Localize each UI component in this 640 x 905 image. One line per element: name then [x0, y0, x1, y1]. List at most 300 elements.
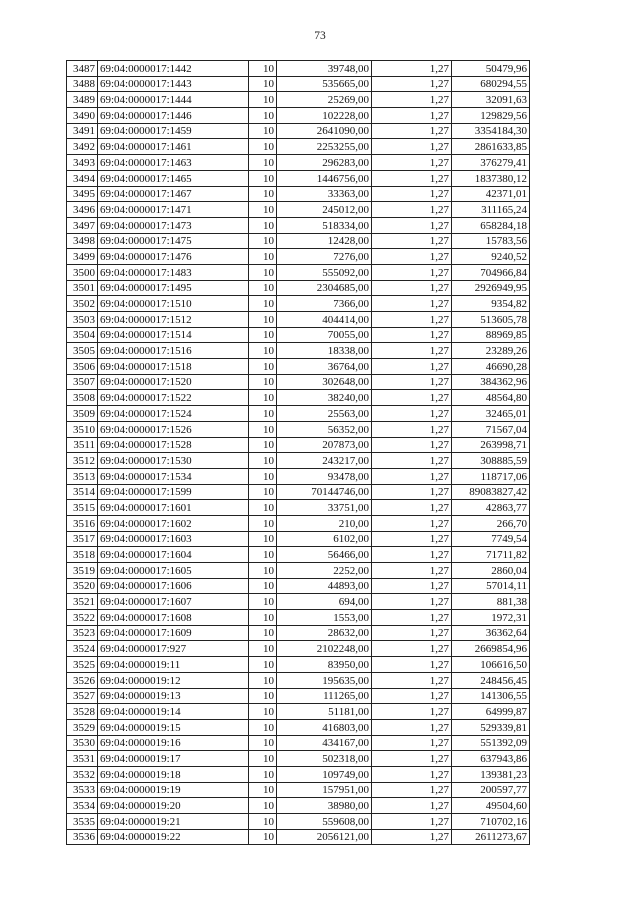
cadastral-number-cell: 69:04:0000017:1495 — [98, 280, 249, 296]
total-value-cell: 710702,16 — [452, 814, 530, 830]
row-number-cell: 3517 — [67, 531, 98, 547]
cadastral-value-cell: 12428,00 — [277, 233, 372, 249]
cadastral-value-cell: 36764,00 — [277, 359, 372, 375]
cadastral-value-cell: 28632,00 — [277, 625, 372, 641]
total-value-cell: 49504,60 — [452, 798, 530, 814]
coefficient-cell: 1,27 — [372, 233, 452, 249]
group-cell: 10 — [249, 484, 277, 500]
cadastral-value-cell: 56466,00 — [277, 547, 372, 563]
table-row — [67, 406, 530, 422]
cadastral-value-cell: 210,00 — [277, 515, 372, 531]
table-row — [67, 782, 530, 798]
row-number-cell: 3514 — [67, 484, 98, 500]
total-value-cell: 263998,71 — [452, 437, 530, 453]
row-number-cell: 3521 — [67, 594, 98, 610]
group-cell: 10 — [249, 657, 277, 673]
group-cell: 10 — [249, 751, 277, 767]
coefficient-cell: 1,27 — [372, 453, 452, 469]
cadastral-number-cell: 69:04:0000017:1459 — [98, 123, 249, 139]
group-cell: 10 — [249, 327, 277, 343]
table-row — [67, 531, 530, 547]
group-cell: 10 — [249, 531, 277, 547]
row-number-cell: 3526 — [67, 672, 98, 688]
table-row — [67, 359, 530, 375]
coefficient-cell: 1,27 — [372, 406, 452, 422]
coefficient-cell: 1,27 — [372, 155, 452, 171]
group-cell: 10 — [249, 264, 277, 280]
group-cell: 10 — [249, 814, 277, 830]
cadastral-value-cell: 70144746,00 — [277, 484, 372, 500]
table-row — [67, 814, 530, 830]
cadastral-number-cell: 69:04:0000019:13 — [98, 688, 249, 704]
total-value-cell: 881,38 — [452, 594, 530, 610]
group-cell: 10 — [249, 547, 277, 563]
cadastral-number-cell: 69:04:0000017:1444 — [98, 92, 249, 108]
table-row — [67, 123, 530, 139]
coefficient-cell: 1,27 — [372, 719, 452, 735]
row-number-cell: 3491 — [67, 123, 98, 139]
total-value-cell: 3354184,30 — [452, 123, 530, 139]
group-cell: 10 — [249, 704, 277, 720]
cadastral-value-cell: 51181,00 — [277, 704, 372, 720]
group-cell: 10 — [249, 672, 277, 688]
row-number-cell: 3507 — [67, 374, 98, 390]
total-value-cell: 2861633,85 — [452, 139, 530, 155]
cadastral-number-cell: 69:04:0000019:19 — [98, 782, 249, 798]
row-number-cell: 3495 — [67, 186, 98, 202]
total-value-cell: 704966,84 — [452, 264, 530, 280]
cadastral-number-cell: 69:04:0000017:1475 — [98, 233, 249, 249]
coefficient-cell: 1,27 — [372, 484, 452, 500]
cadastral-number-cell: 69:04:0000017:1601 — [98, 500, 249, 516]
group-cell: 10 — [249, 610, 277, 626]
total-value-cell: 658284,18 — [452, 217, 530, 233]
group-cell: 10 — [249, 688, 277, 704]
cadastral-value-table — [66, 60, 530, 845]
row-number-cell: 3530 — [67, 735, 98, 751]
row-number-cell: 3505 — [67, 343, 98, 359]
group-cell: 10 — [249, 515, 277, 531]
cadastral-number-cell: 69:04:0000017:1461 — [98, 139, 249, 155]
total-value-cell: 9354,82 — [452, 296, 530, 312]
row-number-cell: 3493 — [67, 155, 98, 171]
group-cell: 10 — [249, 594, 277, 610]
row-number-cell: 3512 — [67, 453, 98, 469]
group-cell: 10 — [249, 61, 277, 77]
cadastral-number-cell: 69:04:0000017:1599 — [98, 484, 249, 500]
cadastral-number-cell: 69:04:0000019:20 — [98, 798, 249, 814]
coefficient-cell: 1,27 — [372, 280, 452, 296]
table-body — [67, 61, 530, 845]
coefficient-cell: 1,27 — [372, 547, 452, 563]
group-cell: 10 — [249, 453, 277, 469]
table-row — [67, 108, 530, 124]
cadastral-value-cell: 243217,00 — [277, 453, 372, 469]
row-number-cell: 3529 — [67, 719, 98, 735]
cadastral-number-cell: 69:04:0000019:14 — [98, 704, 249, 720]
total-value-cell: 46690,28 — [452, 359, 530, 375]
cadastral-value-cell: 1446756,00 — [277, 170, 372, 186]
total-value-cell: 32465,01 — [452, 406, 530, 422]
group-cell: 10 — [249, 186, 277, 202]
table-row — [67, 484, 530, 500]
cadastral-number-cell: 69:04:0000017:1467 — [98, 186, 249, 202]
cadastral-number-cell: 69:04:0000017:1518 — [98, 359, 249, 375]
group-cell: 10 — [249, 829, 277, 845]
row-number-cell: 3519 — [67, 563, 98, 579]
page-number: 73 — [314, 30, 326, 42]
row-number-cell: 3500 — [67, 264, 98, 280]
cadastral-number-cell: 69:04:0000017:1603 — [98, 531, 249, 547]
table-row — [67, 374, 530, 390]
group-cell: 10 — [249, 155, 277, 171]
coefficient-cell: 1,27 — [372, 217, 452, 233]
group-cell: 10 — [249, 343, 277, 359]
cadastral-value-cell: 502318,00 — [277, 751, 372, 767]
group-cell: 10 — [249, 578, 277, 594]
cadastral-value-cell: 302648,00 — [277, 374, 372, 390]
total-value-cell: 513605,78 — [452, 312, 530, 328]
total-value-cell: 106616,50 — [452, 657, 530, 673]
total-value-cell: 266,70 — [452, 515, 530, 531]
group-cell: 10 — [249, 437, 277, 453]
total-value-cell: 680294,55 — [452, 76, 530, 92]
row-number-cell: 3525 — [67, 657, 98, 673]
cadastral-value-cell: 44893,00 — [277, 578, 372, 594]
cadastral-value-cell: 207873,00 — [277, 437, 372, 453]
row-number-cell: 3523 — [67, 625, 98, 641]
total-value-cell: 200597,77 — [452, 782, 530, 798]
cadastral-value-cell: 6102,00 — [277, 531, 372, 547]
total-value-cell: 118717,06 — [452, 468, 530, 484]
cadastral-value-cell: 93478,00 — [277, 468, 372, 484]
cadastral-number-cell: 69:04:0000017:1602 — [98, 515, 249, 531]
group-cell: 10 — [249, 390, 277, 406]
coefficient-cell: 1,27 — [372, 264, 452, 280]
row-number-cell: 3492 — [67, 139, 98, 155]
row-number-cell: 3497 — [67, 217, 98, 233]
cadastral-value-cell: 535665,00 — [277, 76, 372, 92]
coefficient-cell: 1,27 — [372, 610, 452, 626]
cadastral-number-cell: 69:04:0000017:1606 — [98, 578, 249, 594]
row-number-cell: 3536 — [67, 829, 98, 845]
total-value-cell: 139381,23 — [452, 766, 530, 782]
row-number-cell: 3535 — [67, 814, 98, 830]
group-cell: 10 — [249, 359, 277, 375]
table-row — [67, 641, 530, 657]
group-cell: 10 — [249, 217, 277, 233]
table-row — [67, 312, 530, 328]
group-cell: 10 — [249, 92, 277, 108]
group-cell: 10 — [249, 170, 277, 186]
table-row — [67, 766, 530, 782]
cadastral-value-cell: 111265,00 — [277, 688, 372, 704]
row-number-cell: 3531 — [67, 751, 98, 767]
total-value-cell: 248456,45 — [452, 672, 530, 688]
coefficient-cell: 1,27 — [372, 186, 452, 202]
table-row — [67, 139, 530, 155]
row-number-cell: 3496 — [67, 202, 98, 218]
cadastral-value-cell: 70055,00 — [277, 327, 372, 343]
cadastral-number-cell: 69:04:0000017:1446 — [98, 108, 249, 124]
coefficient-cell: 1,27 — [372, 594, 452, 610]
total-value-cell: 2669854,96 — [452, 641, 530, 657]
row-number-cell: 3518 — [67, 547, 98, 563]
group-cell: 10 — [249, 468, 277, 484]
row-number-cell: 3502 — [67, 296, 98, 312]
coefficient-cell: 1,27 — [372, 437, 452, 453]
coefficient-cell: 1,27 — [372, 92, 452, 108]
cadastral-number-cell: 69:04:0000017:1609 — [98, 625, 249, 641]
row-number-cell: 3504 — [67, 327, 98, 343]
coefficient-cell: 1,27 — [372, 751, 452, 767]
coefficient-cell: 1,27 — [372, 641, 452, 657]
group-cell: 10 — [249, 641, 277, 657]
cadastral-value-cell: 296283,00 — [277, 155, 372, 171]
group-cell: 10 — [249, 280, 277, 296]
row-number-cell: 3498 — [67, 233, 98, 249]
group-cell: 10 — [249, 735, 277, 751]
coefficient-cell: 1,27 — [372, 563, 452, 579]
table-row — [67, 563, 530, 579]
table-row — [67, 453, 530, 469]
total-value-cell: 551392,09 — [452, 735, 530, 751]
group-cell: 10 — [249, 374, 277, 390]
cadastral-number-cell: 69:04:0000017:1510 — [98, 296, 249, 312]
total-value-cell: 48564,80 — [452, 390, 530, 406]
cadastral-number-cell: 69:04:0000019:21 — [98, 814, 249, 830]
group-cell: 10 — [249, 233, 277, 249]
table-row — [67, 327, 530, 343]
table-row — [67, 233, 530, 249]
table-row — [67, 547, 530, 563]
cadastral-number-cell: 69:04:0000019:12 — [98, 672, 249, 688]
coefficient-cell: 1,27 — [372, 672, 452, 688]
cadastral-number-cell: 69:04:0000019:15 — [98, 719, 249, 735]
group-cell: 10 — [249, 719, 277, 735]
table-row — [67, 610, 530, 626]
cadastral-value-cell: 2252,00 — [277, 563, 372, 579]
total-value-cell: 311165,24 — [452, 202, 530, 218]
coefficient-cell: 1,27 — [372, 782, 452, 798]
cadastral-number-cell: 69:04:0000017:1520 — [98, 374, 249, 390]
row-number-cell: 3533 — [67, 782, 98, 798]
table-row — [67, 500, 530, 516]
table-row — [67, 61, 530, 77]
coefficient-cell: 1,27 — [372, 766, 452, 782]
cadastral-number-cell: 69:04:0000017:1512 — [98, 312, 249, 328]
total-value-cell: 42863,77 — [452, 500, 530, 516]
group-cell: 10 — [249, 563, 277, 579]
cadastral-value-cell: 555092,00 — [277, 264, 372, 280]
cadastral-number-cell: 69:04:0000017:1442 — [98, 61, 249, 77]
coefficient-cell: 1,27 — [372, 814, 452, 830]
coefficient-cell: 1,27 — [372, 500, 452, 516]
coefficient-cell: 1,27 — [372, 531, 452, 547]
cadastral-value-cell: 33751,00 — [277, 500, 372, 516]
total-value-cell: 637943,86 — [452, 751, 530, 767]
total-value-cell: 2611273,67 — [452, 829, 530, 845]
coefficient-cell: 1,27 — [372, 468, 452, 484]
cadastral-value-cell: 33363,00 — [277, 186, 372, 202]
cadastral-number-cell: 69:04:0000017:1465 — [98, 170, 249, 186]
table-row — [67, 829, 530, 845]
coefficient-cell: 1,27 — [372, 829, 452, 845]
cadastral-value-cell: 109749,00 — [277, 766, 372, 782]
coefficient-cell: 1,27 — [372, 515, 452, 531]
group-cell: 10 — [249, 202, 277, 218]
group-cell: 10 — [249, 312, 277, 328]
total-value-cell: 141306,55 — [452, 688, 530, 704]
row-number-cell: 3520 — [67, 578, 98, 594]
total-value-cell: 384362,96 — [452, 374, 530, 390]
row-number-cell: 3534 — [67, 798, 98, 814]
cadastral-number-cell: 69:04:0000017:1524 — [98, 406, 249, 422]
cadastral-number-cell: 69:04:0000017:1483 — [98, 264, 249, 280]
table-row — [67, 625, 530, 641]
cadastral-number-cell: 69:04:0000019:17 — [98, 751, 249, 767]
table-row — [67, 751, 530, 767]
group-cell: 10 — [249, 421, 277, 437]
total-value-cell: 529339,81 — [452, 719, 530, 735]
row-number-cell: 3532 — [67, 766, 98, 782]
cadastral-value-cell: 38240,00 — [277, 390, 372, 406]
table-row — [67, 468, 530, 484]
cadastral-value-cell: 25269,00 — [277, 92, 372, 108]
cadastral-number-cell: 69:04:0000017:927 — [98, 641, 249, 657]
coefficient-cell: 1,27 — [372, 202, 452, 218]
coefficient-cell: 1,27 — [372, 359, 452, 375]
coefficient-cell: 1,27 — [372, 657, 452, 673]
cadastral-value-cell: 7276,00 — [277, 249, 372, 265]
cadastral-number-cell: 69:04:0000019:16 — [98, 735, 249, 751]
group-cell: 10 — [249, 296, 277, 312]
table-row — [67, 437, 530, 453]
cadastral-value-cell: 83950,00 — [277, 657, 372, 673]
group-cell: 10 — [249, 500, 277, 516]
group-cell: 10 — [249, 108, 277, 124]
group-cell: 10 — [249, 766, 277, 782]
row-number-cell: 3494 — [67, 170, 98, 186]
coefficient-cell: 1,27 — [372, 139, 452, 155]
row-number-cell: 3503 — [67, 312, 98, 328]
coefficient-cell: 1,27 — [372, 312, 452, 328]
row-number-cell: 3527 — [67, 688, 98, 704]
table-row — [67, 719, 530, 735]
cadastral-number-cell: 69:04:0000017:1526 — [98, 421, 249, 437]
row-number-cell: 3528 — [67, 704, 98, 720]
table-row — [67, 202, 530, 218]
cadastral-number-cell: 69:04:0000017:1604 — [98, 547, 249, 563]
total-value-cell: 15783,56 — [452, 233, 530, 249]
coefficient-cell: 1,27 — [372, 123, 452, 139]
cadastral-value-cell: 245012,00 — [277, 202, 372, 218]
total-value-cell: 23289,26 — [452, 343, 530, 359]
table-row — [67, 170, 530, 186]
cadastral-value-cell: 102228,00 — [277, 108, 372, 124]
cadastral-value-cell: 39748,00 — [277, 61, 372, 77]
cadastral-value-cell: 56352,00 — [277, 421, 372, 437]
coefficient-cell: 1,27 — [372, 390, 452, 406]
group-cell: 10 — [249, 76, 277, 92]
row-number-cell: 3501 — [67, 280, 98, 296]
row-number-cell: 3522 — [67, 610, 98, 626]
group-cell: 10 — [249, 625, 277, 641]
total-value-cell: 50479,96 — [452, 61, 530, 77]
total-value-cell: 88969,85 — [452, 327, 530, 343]
coefficient-cell: 1,27 — [372, 76, 452, 92]
cadastral-number-cell: 69:04:0000019:22 — [98, 829, 249, 845]
total-value-cell: 308885,59 — [452, 453, 530, 469]
table-row — [67, 155, 530, 171]
group-cell: 10 — [249, 798, 277, 814]
row-number-cell: 3508 — [67, 390, 98, 406]
cadastral-value-cell: 694,00 — [277, 594, 372, 610]
row-number-cell: 3511 — [67, 437, 98, 453]
total-value-cell: 42371,01 — [452, 186, 530, 202]
coefficient-cell: 1,27 — [372, 688, 452, 704]
cadastral-value-cell: 7366,00 — [277, 296, 372, 312]
table-row — [67, 421, 530, 437]
row-number-cell: 3509 — [67, 406, 98, 422]
row-number-cell: 3516 — [67, 515, 98, 531]
group-cell: 10 — [249, 406, 277, 422]
row-number-cell: 3506 — [67, 359, 98, 375]
coefficient-cell: 1,27 — [372, 296, 452, 312]
cadastral-number-cell: 69:04:0000017:1530 — [98, 453, 249, 469]
total-value-cell: 1972,31 — [452, 610, 530, 626]
cadastral-value-cell: 38980,00 — [277, 798, 372, 814]
coefficient-cell: 1,27 — [372, 374, 452, 390]
group-cell: 10 — [249, 249, 277, 265]
cadastral-value-cell: 2304685,00 — [277, 280, 372, 296]
cadastral-number-cell: 69:04:0000017:1463 — [98, 155, 249, 171]
row-number-cell: 3499 — [67, 249, 98, 265]
cadastral-value-cell: 25563,00 — [277, 406, 372, 422]
cadastral-value-cell: 404414,00 — [277, 312, 372, 328]
row-number-cell: 3488 — [67, 76, 98, 92]
group-cell: 10 — [249, 782, 277, 798]
row-number-cell: 3513 — [67, 468, 98, 484]
cadastral-number-cell: 69:04:0000017:1607 — [98, 594, 249, 610]
cadastral-value-cell: 434167,00 — [277, 735, 372, 751]
coefficient-cell: 1,27 — [372, 625, 452, 641]
total-value-cell: 57014,11 — [452, 578, 530, 594]
table-row — [67, 296, 530, 312]
cadastral-value-cell: 195635,00 — [277, 672, 372, 688]
table-row — [67, 594, 530, 610]
total-value-cell: 71567,04 — [452, 421, 530, 437]
coefficient-cell: 1,27 — [372, 578, 452, 594]
cadastral-number-cell: 69:04:0000017:1522 — [98, 390, 249, 406]
total-value-cell: 71711,82 — [452, 547, 530, 563]
coefficient-cell: 1,27 — [372, 704, 452, 720]
cadastral-value-cell: 416803,00 — [277, 719, 372, 735]
total-value-cell: 129829,56 — [452, 108, 530, 124]
coefficient-cell: 1,27 — [372, 421, 452, 437]
table-row — [67, 390, 530, 406]
cadastral-number-cell: 69:04:0000017:1443 — [98, 76, 249, 92]
cadastral-number-cell: 69:04:0000017:1471 — [98, 202, 249, 218]
coefficient-cell: 1,27 — [372, 735, 452, 751]
total-value-cell: 32091,63 — [452, 92, 530, 108]
cadastral-number-cell: 69:04:0000019:18 — [98, 766, 249, 782]
cadastral-value-cell: 2056121,00 — [277, 829, 372, 845]
total-value-cell: 64999,87 — [452, 704, 530, 720]
coefficient-cell: 1,27 — [372, 170, 452, 186]
table-row — [67, 688, 530, 704]
total-value-cell: 1837380,12 — [452, 170, 530, 186]
